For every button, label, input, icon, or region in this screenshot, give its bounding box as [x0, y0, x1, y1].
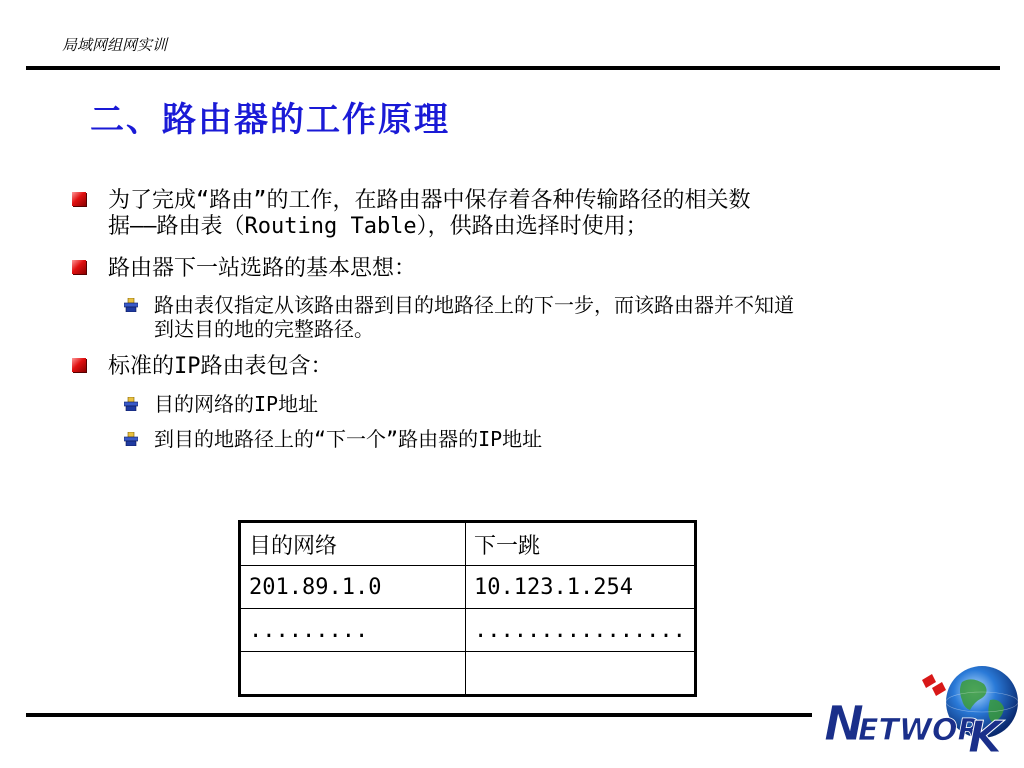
bullet-text-line: 为了完成“路由”的工作，在路由器中保存着各种传输路径的相关数: [108, 188, 751, 213]
bullet-text-line: 据——路由表（Routing Table），供路由选择时使用；: [108, 214, 648, 239]
stacked-blocks-bullet-icon: [124, 432, 138, 446]
table-cell: .........: [240, 609, 466, 652]
sub-bullet-text-line: 到目的地路径上的“下一个”路由器的IP地址: [154, 427, 543, 451]
bullet-text-line: 路由器下一站选路的基本思想：: [108, 256, 417, 281]
table-row: [240, 566, 696, 609]
table-row: [240, 652, 696, 696]
table-cell: [240, 652, 466, 696]
table-header-row: [240, 522, 696, 566]
table-cell: 201.89.1.0: [240, 566, 466, 609]
stacked-blocks-bullet-icon: [124, 397, 138, 411]
course-label: 局域网组网实训: [62, 36, 168, 54]
table-cell: ................: [466, 609, 696, 652]
svg-text:ETWOR: ETWOR: [858, 713, 981, 748]
svg-text:N: N: [824, 696, 865, 752]
table-row: [240, 609, 696, 652]
network-logo: [822, 660, 1022, 760]
table-cell: [466, 652, 696, 696]
table-cell: 10.123.1.254: [466, 566, 696, 609]
slide-title: 二、路由器的工作原理: [90, 100, 450, 140]
table-header-cell: 目的网络: [240, 522, 466, 566]
bottom-divider: [26, 713, 812, 717]
svg-text:K: K: [968, 712, 1003, 760]
sub-bullet-text-line: 路由表仅指定从该路由器到目的地路径上的下一步，而该路由器并不知道: [154, 293, 794, 317]
sub-bullet-text-line: 到达目的地的完整路径。: [154, 317, 374, 341]
top-divider: [26, 66, 1000, 70]
red-square-bullet-icon: [72, 192, 86, 206]
red-square-bullet-icon: [72, 358, 86, 372]
stacked-blocks-bullet-icon: [124, 298, 138, 312]
routing-table: [238, 520, 697, 697]
sub-bullet-text-line: 目的网络的IP地址: [154, 392, 319, 416]
table-header-cell: 下一跳: [466, 522, 696, 566]
bullet-text-line: 标准的IP路由表包含：: [108, 354, 333, 379]
red-square-bullet-icon: [72, 260, 86, 274]
